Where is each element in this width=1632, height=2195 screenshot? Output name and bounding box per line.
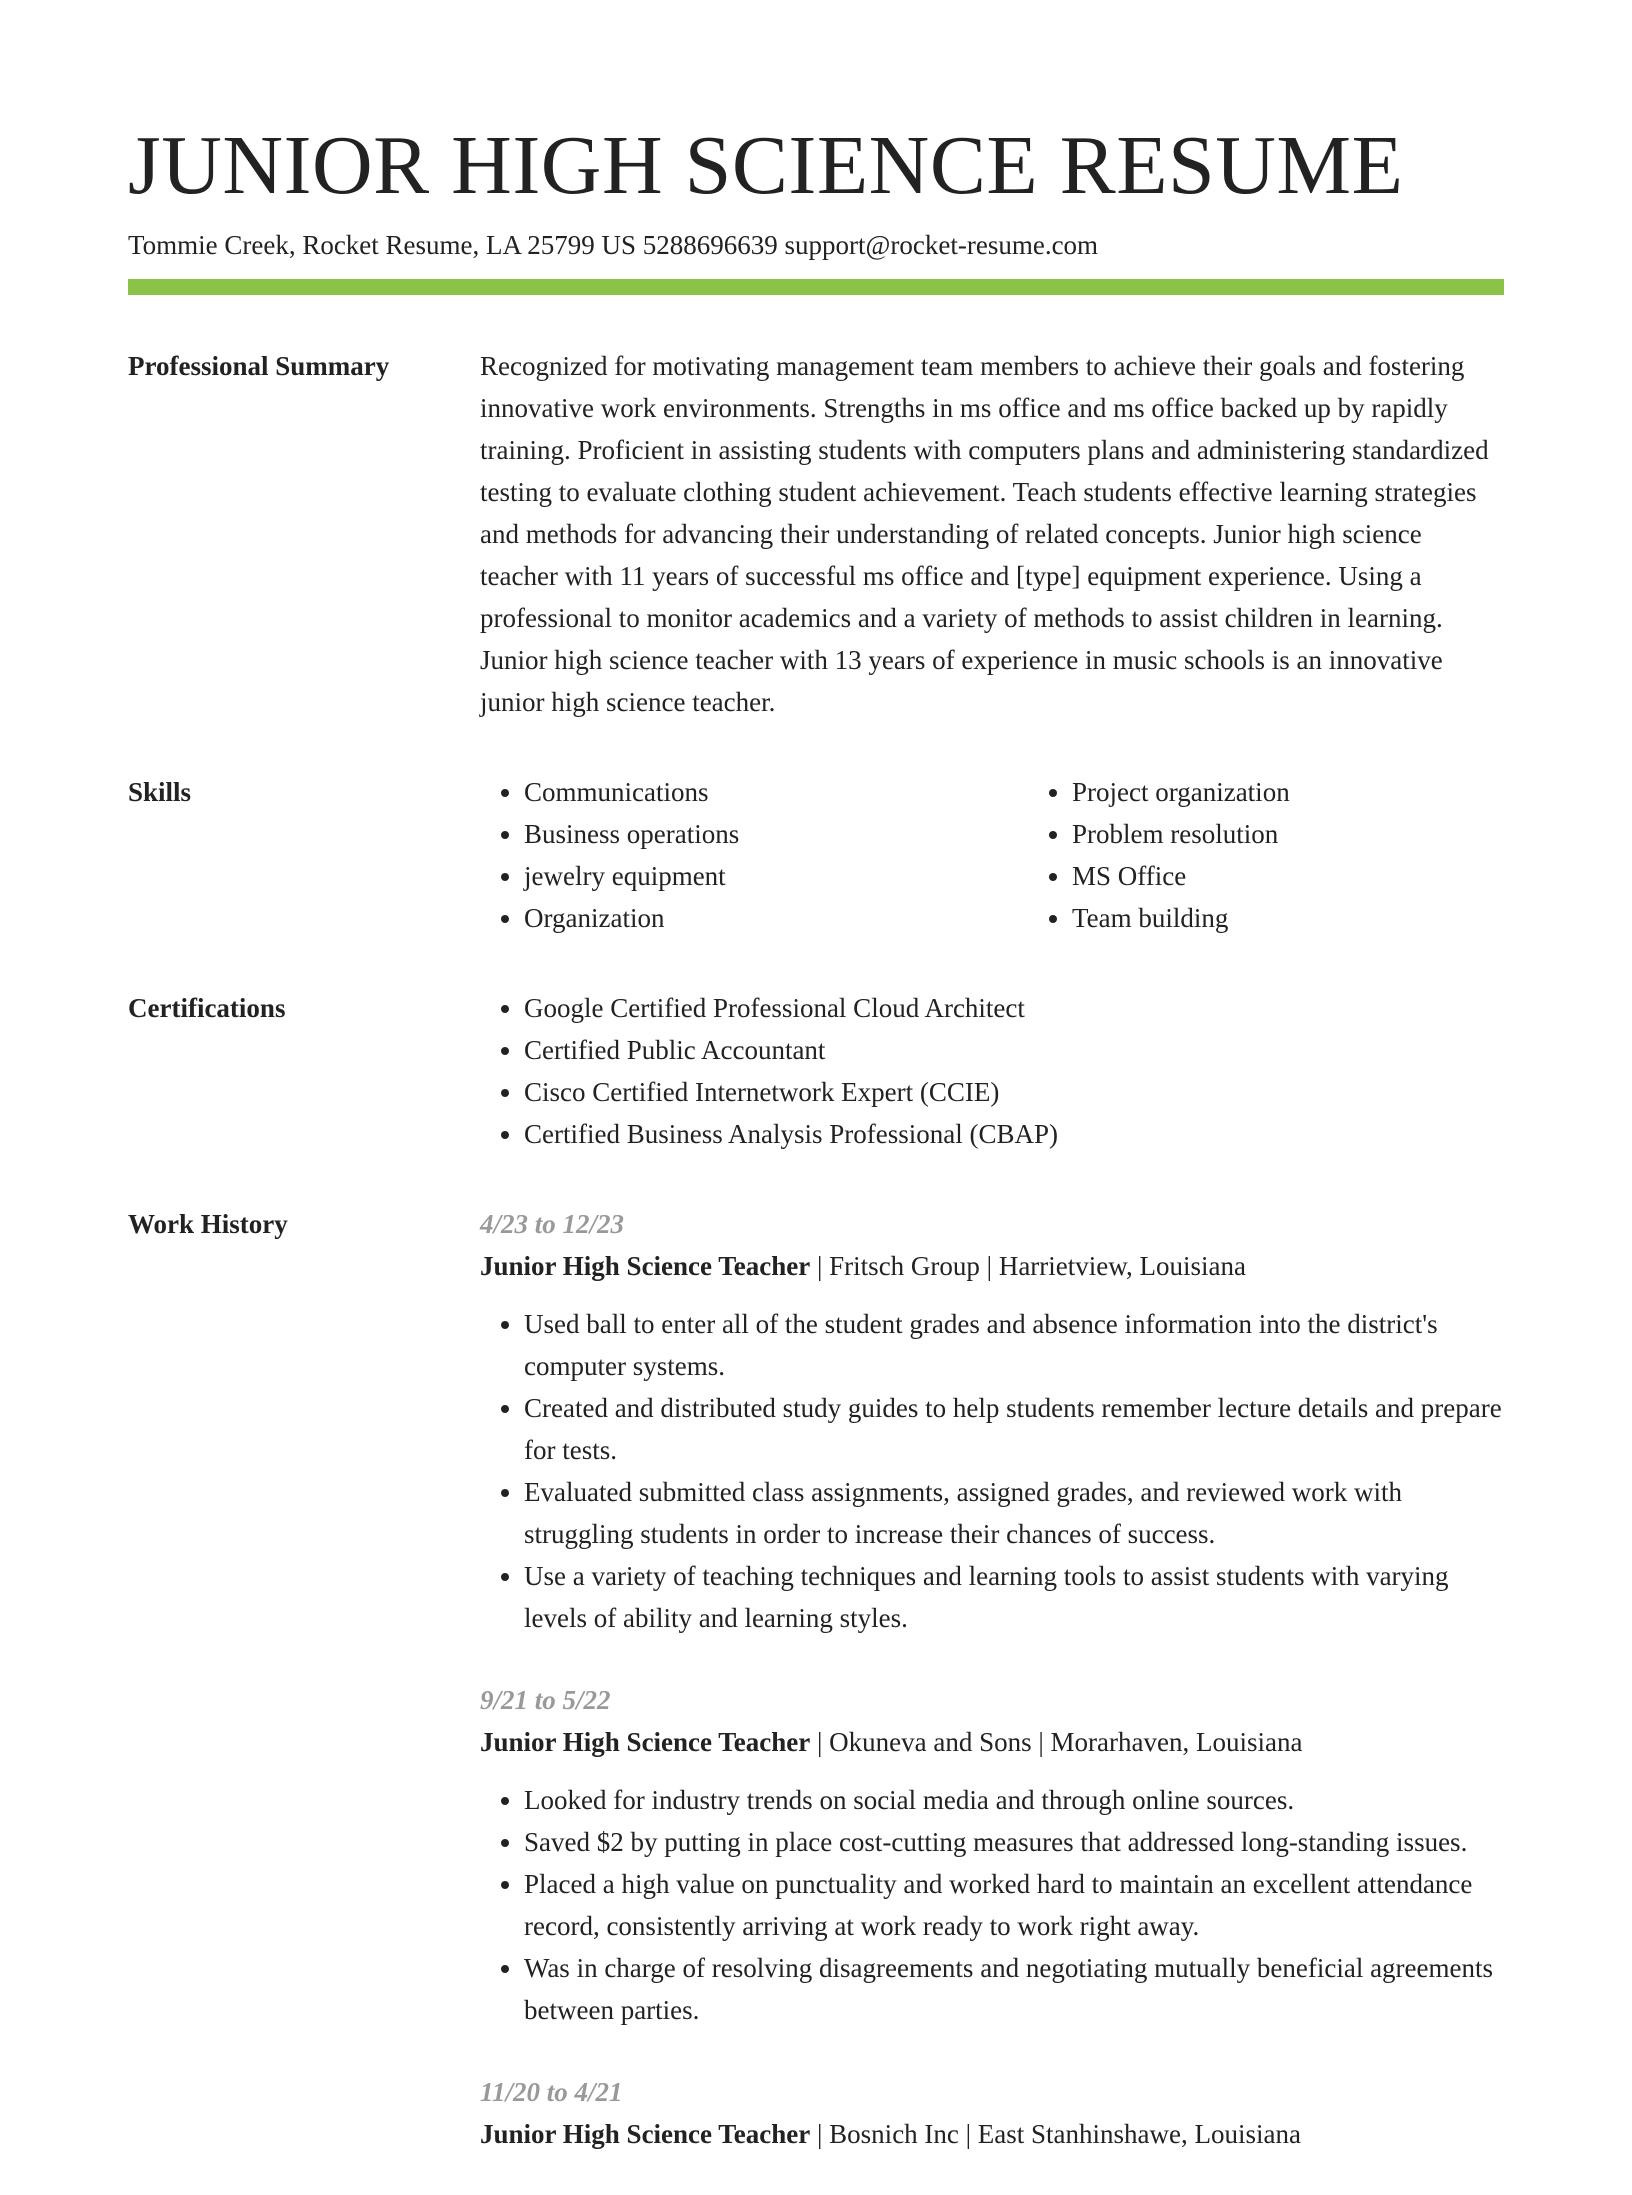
skill-item: • Communications (524, 771, 1028, 813)
section-label-skills: Skills (128, 777, 192, 808)
job-bullet: • Used ball to enter all of the student grades and absence information into the district's computer systems. (524, 1303, 1504, 1387)
job-details: | Fritsch Group | Harrietview, Louisiana (810, 1251, 1246, 1282)
job-bullet: • Looked for industry trends on social media and through online sources. (524, 1779, 1504, 1821)
summary-text: Recognized for motivating management team members to achieve their goals and fostering innovative work environments. Strengths in ms office and ms office backed up by rapidly training. Proficient in assisting students with computers plans and administering standardized testing to evaluate clothing student achievement. Teach students effective learning strategies and methods for advancing their understanding of related concepts. Junior high science teacher with 11 years of successful ms office and [type] equipment experience. Using a professional to monitor academics and a variety of methods to assist children in learning. Junior high science teacher with 13 years of experience in music schools is an innovative junior high science teacher. (480, 351, 1489, 718)
job-entry (480, 1679, 1504, 2031)
job-heading (480, 1721, 1504, 1763)
skill-item: • Organization (524, 897, 1028, 939)
contact-line: Tommie Creek, Rocket Resume, LA 25799 US 5288696639 support@rocket-resume.com (128, 230, 1099, 261)
skill-item: • Project organization (1072, 771, 1504, 813)
job-heading (480, 2113, 1504, 2155)
job-bullets (480, 1779, 1504, 2031)
job-title: Junior High Science Teacher (480, 1727, 811, 1758)
section-label-work-history: Work History (128, 1209, 288, 1240)
job-bullets (480, 1303, 1504, 1639)
job-bullet: • Use a variety of teaching techniques and learning tools to assist students with varying levels of ability and learning styles. (524, 1555, 1504, 1639)
skills-list-right (1028, 771, 1504, 939)
certifications-section (128, 987, 1504, 1155)
section-label-summary: Professional Summary (128, 351, 390, 382)
resume-page (128, 120, 1504, 2195)
job-details: | Okuneva and Sons | Morarhaven, Louisiana (810, 1727, 1303, 1758)
skill-item: • Problem resolution (1072, 813, 1504, 855)
job-details: | Bosnich Inc | East Stanhinshawe, Louisiana (810, 2119, 1301, 2150)
job-bullet: • Was in charge of resolving disagreements and negotiating mutually beneficial agreements between parties. (524, 1947, 1504, 2031)
skills-list-left (480, 771, 1028, 939)
job-entry (480, 2071, 1504, 2155)
job-heading (480, 1245, 1504, 1287)
certifications-list (480, 987, 1504, 1155)
certification-item: • Cisco Certified Internetwork Expert (CCIE) (524, 1071, 1504, 1113)
skill-item: • MS Office (1072, 855, 1504, 897)
skill-item: • jewelry equipment (524, 855, 1028, 897)
job-title: Junior High Science Teacher (480, 1251, 811, 1282)
job-dates: 9/21 to 5/22 (480, 1685, 611, 1716)
job-entry (480, 1203, 1504, 1639)
job-bullet: • Evaluated submitted class assignments, assigned grades, and reviewed work with struggling students in order to increase their chances of success. (524, 1471, 1504, 1555)
job-dates: 11/20 to 4/21 (480, 2077, 623, 2108)
skills-section (128, 771, 1504, 939)
section-label-certifications: Certifications (128, 993, 286, 1024)
certification-item: • Certified Business Analysis Professional (CBAP) (524, 1113, 1504, 1155)
skill-item: • Team building (1072, 897, 1504, 939)
job-title: Junior High Science Teacher (480, 2119, 811, 2150)
accent-divider (128, 279, 1504, 295)
skill-item: • Business operations (524, 813, 1028, 855)
certification-item: • Google Certified Professional Cloud Architect (524, 987, 1504, 1029)
job-bullet: • Created and distributed study guides to help students remember lecture details and prepare for tests. (524, 1387, 1504, 1471)
job-bullet: • Saved $2 by putting in place cost-cutting measures that addressed long-standing issues. (524, 1821, 1504, 1863)
job-dates: 4/23 to 12/23 (480, 1209, 625, 1240)
work-history-section (128, 1203, 1504, 2195)
resume-title: JUNIOR HIGH SCIENCE RESUME (128, 119, 1404, 212)
certification-item: • Certified Public Accountant (524, 1029, 1504, 1071)
summary-section (128, 345, 1504, 723)
job-bullet: • Placed a high value on punctuality and worked hard to maintain an excellent attendance record, consistently arriving at work ready to work right away. (524, 1863, 1504, 1947)
